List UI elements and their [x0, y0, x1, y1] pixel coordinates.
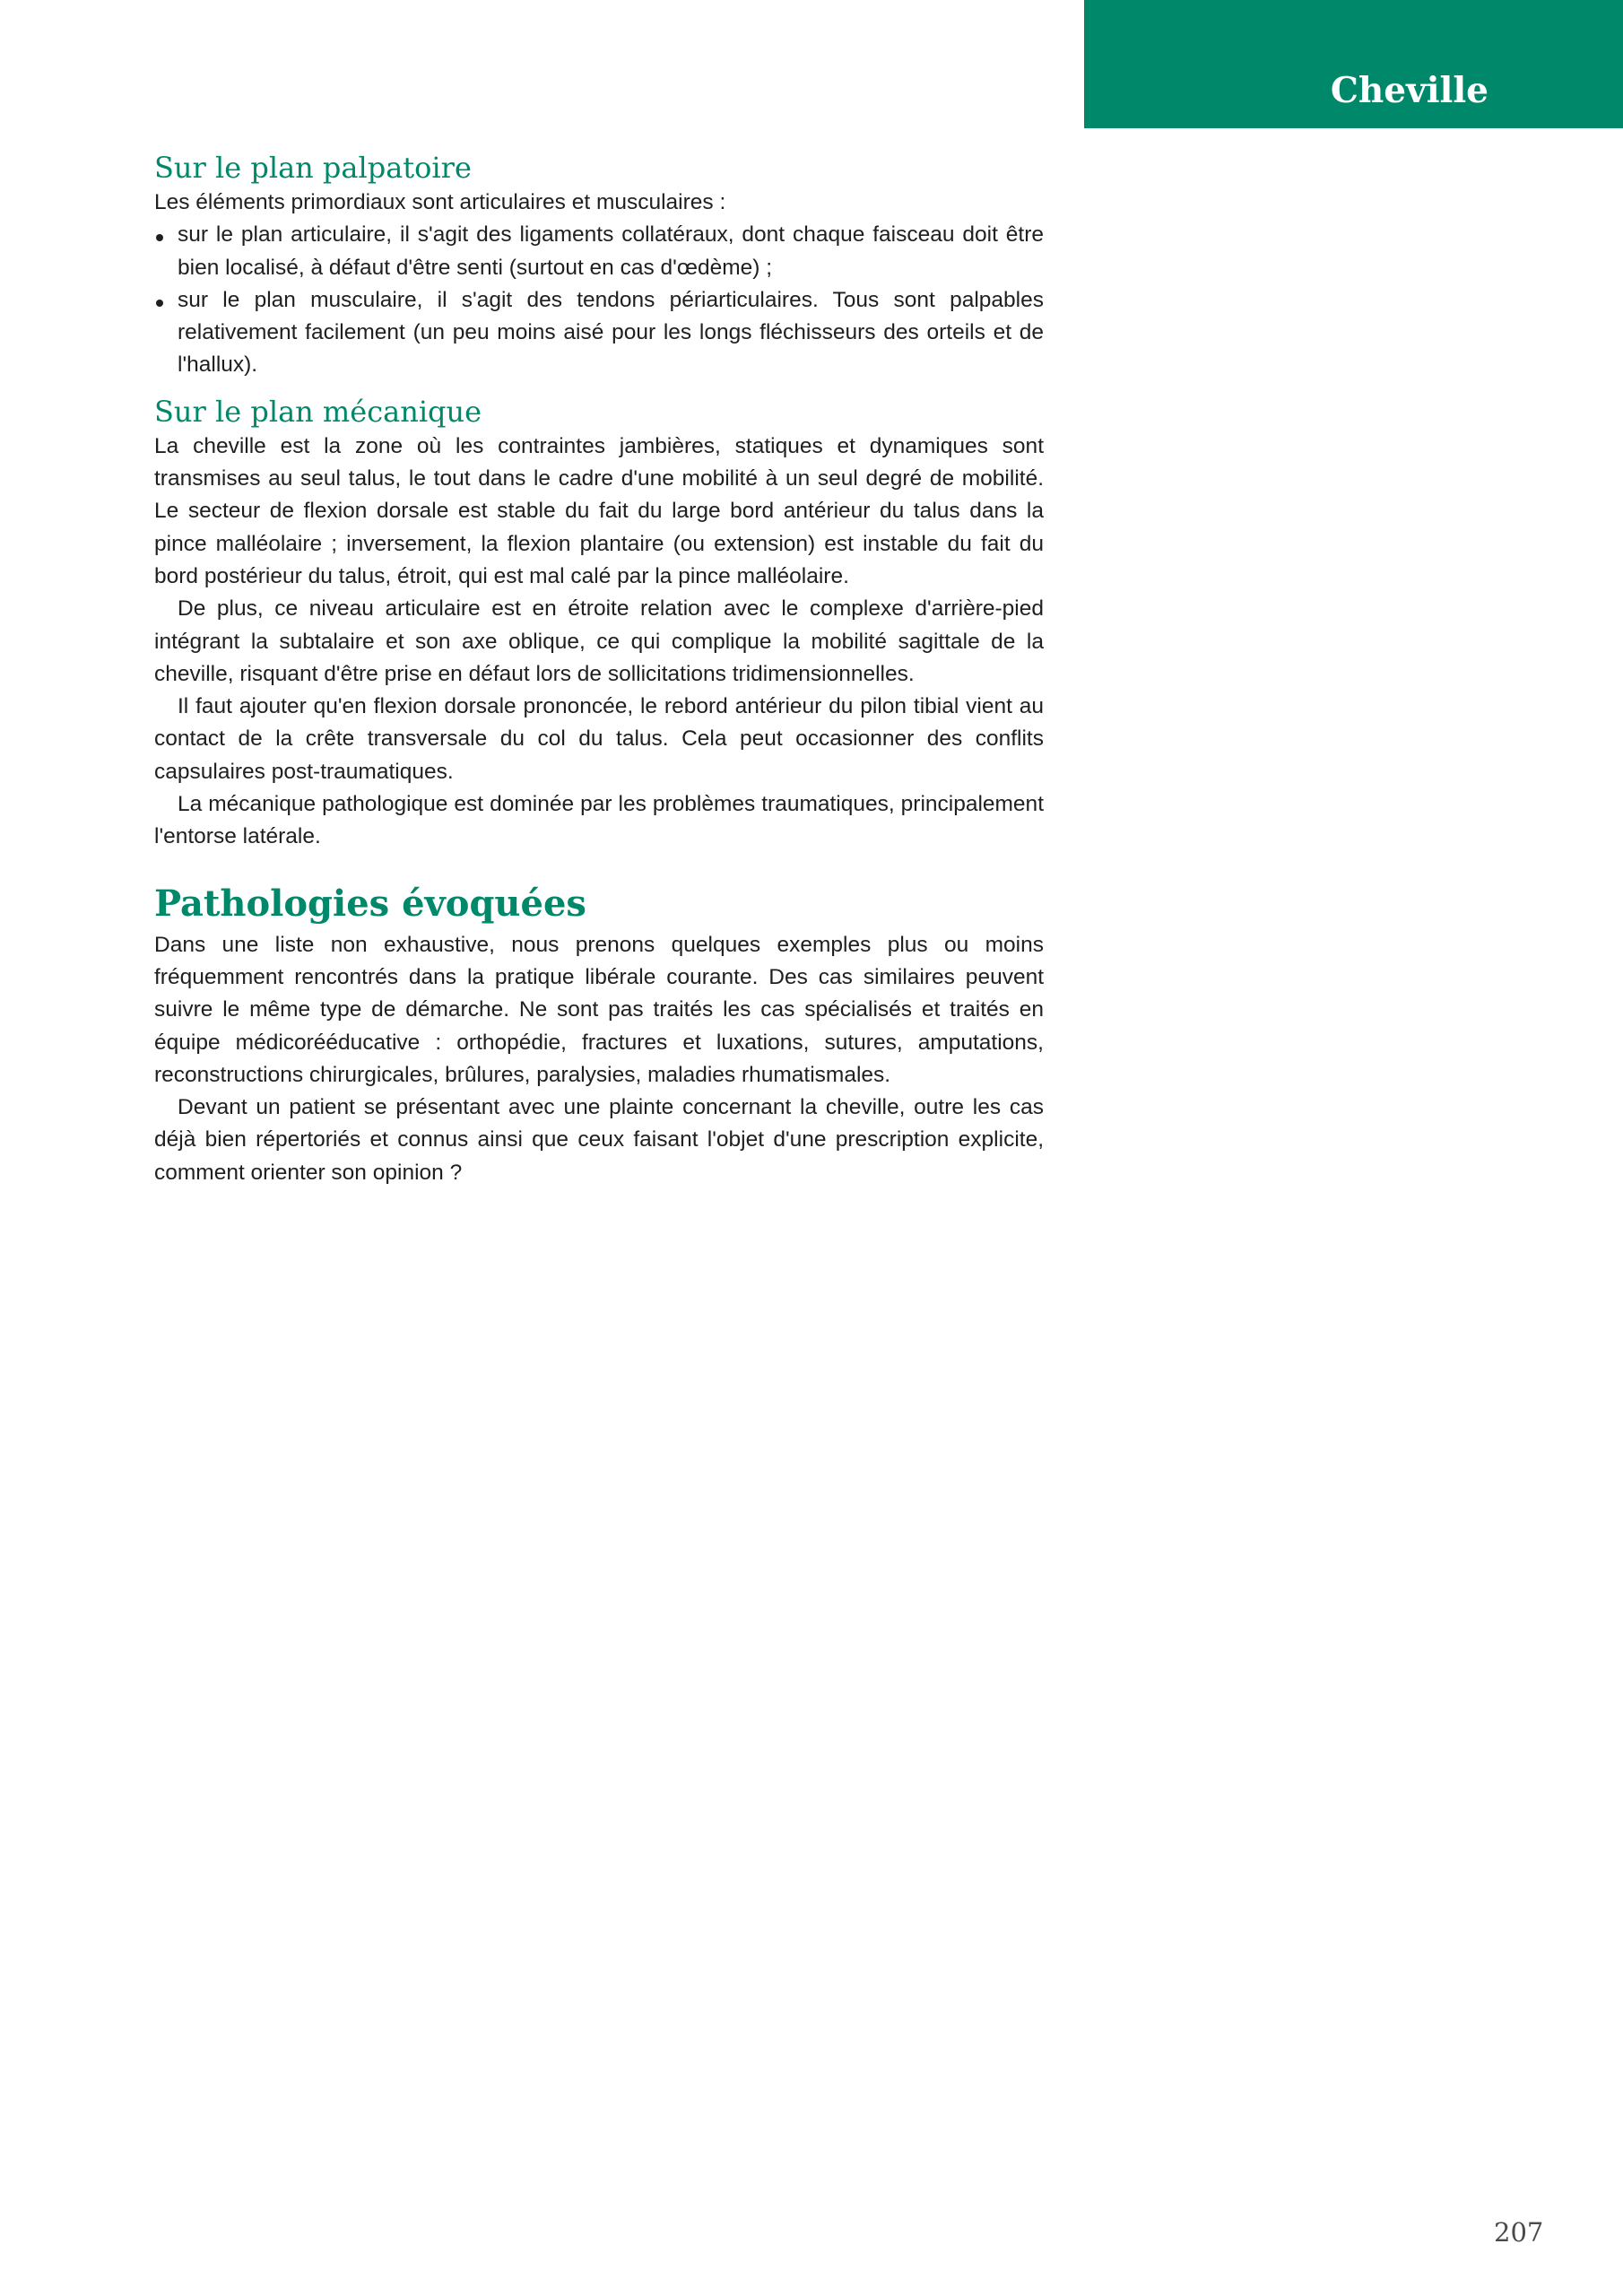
palpatoire-intro: Les éléments primordiaux sont articulaires et musculaires : — [154, 190, 726, 214]
bullet-icon — [156, 234, 163, 241]
list-item — [154, 219, 1044, 284]
paragraph: De plus, ce niveau articulaire est en étroite relation avec le complexe d'arrière-pied intégrant la subtalaire et son axe oblique, ce qui complique la mobilité sagittale de la cheville, risquant d'être prise en défaut lors de sollicitations tridimensionnelles. — [154, 596, 1044, 686]
page-number: 207 — [1494, 2217, 1544, 2248]
paragraph: La cheville est la zone où les contraintes jambières, statiques et dynamiques sont transmises au seul talus, le tout dans le cadre d'une mobilité à un seul degré de mobilité. Le secteur de flexion dorsale est stable du fait du large bord antérieur du talus dans la pince malléolaire ; inversement, la flexion plantaire (ou extension) est instable du fait du bord postérieur du talus, étroit, qui est mal calé par la pince malléolaire. — [154, 433, 1044, 588]
section-heading-palpatoire: Sur le plan palpatoire — [154, 151, 472, 185]
bullet-icon — [156, 300, 163, 307]
paragraph: La mécanique pathologique est dominée par les problèmes traumatiques, principalement l'entorse latérale. — [154, 792, 1044, 849]
paragraph: Devant un patient se présentant avec une plainte concernant la cheville, outre les cas déjà bien répertoriés et connus ainsi que ceux faisant l'objet d'une prescription explicite, comment orienter son opinion ? — [154, 1095, 1044, 1185]
section-heading-pathologies: Pathologies évoquées — [154, 882, 586, 925]
list-item-text: sur le plan articulaire, il s'agit des ligaments collatéraux, dont chaque faisceau doit être bien localisé, à défaut d'être senti (surtout en cas d'œdème) ; — [178, 222, 1044, 280]
paragraph: Dans une liste non exhaustive, nous prenons quelques exemples plus ou moins fréquemment rencontrés dans la pratique libérale courante. Des cas similaires peuvent suivre le même type de démarche. Ne sont pas traités les cas spécialisés et traités en équipe médicorééducative : orthopédie, fractures et luxations, sutures, amputations, reconstructions chirurgicales, brûlures, paralysies, maladies rhumatismales. — [154, 932, 1044, 1087]
chapter-title: Cheville — [1330, 70, 1488, 111]
list-item-text: sur le plan musculaire, il s'agit des tendons périarticulaires. Tous sont palpables relativement facilement (un peu moins aisé pour les longs fléchisseurs des orteils et de l'hallux). — [178, 287, 1044, 378]
paragraph: Il faut ajouter qu'en flexion dorsale prononcée, le rebord antérieur du pilon tibial vient au contact de la crête transversale du col du talus. Cela peut occasionner des conflits capsulaires post-traumatiques. — [154, 694, 1044, 784]
section-pathologies — [154, 883, 1044, 1189]
section-mecanique — [154, 393, 1044, 854]
section-palpatoire — [154, 149, 1044, 382]
section-heading-mecanique: Sur le plan mécanique — [154, 394, 482, 429]
list-item — [154, 284, 1044, 382]
palpatoire-bullet-list — [154, 219, 1044, 381]
page-content — [154, 149, 1044, 1189]
chapter-header-tab — [1084, 0, 1623, 128]
